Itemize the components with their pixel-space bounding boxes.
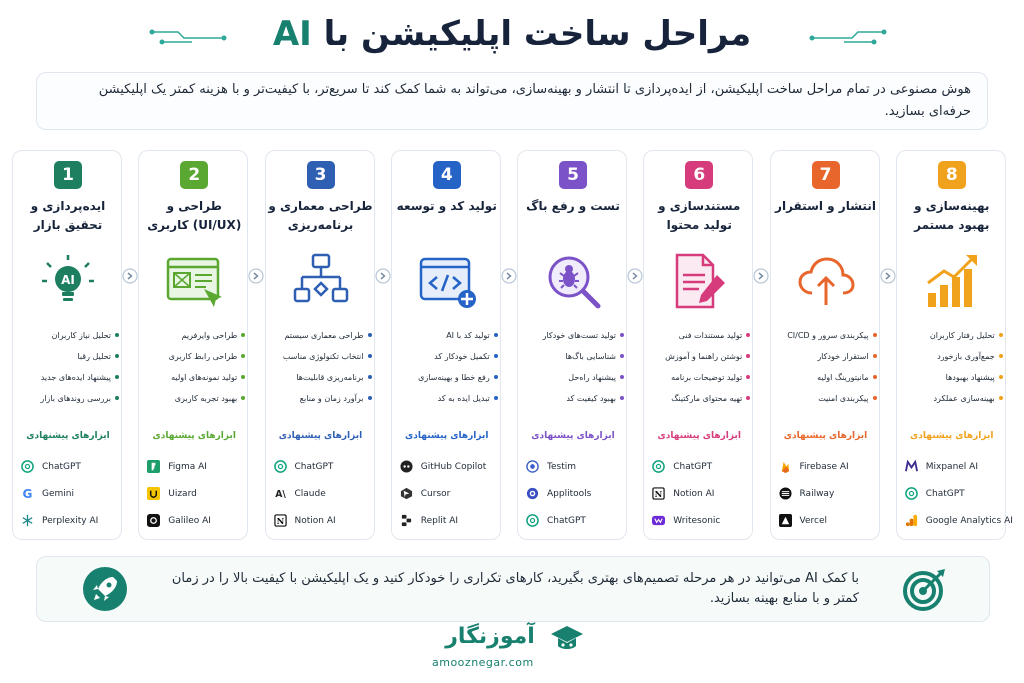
- tool-name: Gemini: [42, 488, 74, 499]
- tool-name: Writesonic: [673, 515, 721, 526]
- rocket-icon: [83, 567, 127, 611]
- step-bullet-list: [648, 325, 750, 409]
- tool-item[interactable]: [526, 453, 626, 480]
- tool-list: [652, 453, 752, 534]
- tool-name: Uizard: [168, 488, 197, 499]
- tool-item[interactable]: [652, 507, 752, 534]
- step-card-8: [896, 150, 1013, 540]
- mixpanel-icon: [905, 460, 918, 473]
- tool-item[interactable]: [21, 453, 121, 480]
- railway-icon: [779, 487, 792, 500]
- chatgpt-icon: [21, 460, 34, 473]
- step-bullet: تحلیل رقبا: [17, 346, 119, 367]
- tool-item[interactable]: [21, 507, 121, 534]
- step-bullet: تبدیل ایده به کد: [396, 388, 498, 409]
- step-bullet-list: [143, 325, 245, 409]
- tool-list: [526, 453, 626, 534]
- tool-item[interactable]: [905, 453, 1005, 480]
- step-bullet: بهبود کیفیت کد: [522, 388, 624, 409]
- tools-heading: ابزارهای پیشنهادی: [910, 431, 994, 441]
- step-card-1: [12, 150, 122, 540]
- step-bullet: بهبود تجربه کاربری: [143, 388, 245, 409]
- step-connector-arrow-icon: [122, 268, 138, 284]
- step-card-6: [643, 150, 753, 540]
- tools-heading: ابزارهای پیشنهادی: [531, 431, 615, 441]
- figma-icon: [147, 460, 160, 473]
- tools-heading: ابزارهای پیشنهادی: [783, 431, 868, 441]
- tool-name: ChatGPT: [294, 461, 334, 472]
- intro-text: هوش مصنوعی در تمام مراحل ساخت اپلیکیشن، از ایده‌پردازی تا انتشار و بهینه‌سازی، می‌تواند به شما کمک کند تا سریع‌تر، با کیفیت‌تر و با هزینه کمتر یک اپلیکیشن حرفه‌ای بسازید.: [98, 82, 971, 119]
- tool-item[interactable]: [400, 453, 500, 480]
- footer-box: [36, 556, 990, 622]
- target-arrow-icon: [901, 565, 949, 613]
- step-number-badge: 2: [180, 161, 208, 189]
- tools-heading: ابزارهای پیشنهادی: [26, 431, 110, 441]
- tool-item[interactable]: [147, 480, 247, 507]
- step-title: ایده‌پردازی و تحقیق بازار: [30, 199, 106, 232]
- step-bullet: طراحی وایرفریم: [143, 325, 245, 346]
- tools-heading: ابزارهای پیشنهادی: [657, 431, 741, 441]
- tool-item[interactable]: [21, 480, 121, 507]
- svg-text:AI: AI: [61, 273, 75, 287]
- tool-name: Notion AI: [673, 488, 715, 499]
- step-card-3: [265, 150, 375, 540]
- google-analytics-icon: [905, 514, 918, 527]
- tool-name: Galileo AI: [168, 515, 211, 526]
- tool-name: Notion AI: [294, 515, 336, 526]
- growth-chart-icon: [922, 251, 982, 311]
- step-number-badge: 6: [685, 161, 713, 189]
- step-bullet: تهیه محتوای مارکتینگ: [648, 388, 750, 409]
- tool-name: Cursor: [420, 488, 451, 499]
- step-bullet-list: [270, 325, 372, 409]
- tool-item[interactable]: [905, 507, 1013, 534]
- step-bullet: بررسی روندهای بازار: [17, 388, 119, 409]
- cloud-upload-icon: [796, 251, 856, 311]
- step-bullet: طراحی رابط کاربری: [143, 346, 245, 367]
- document-pen-icon: [669, 251, 729, 311]
- step-connector-arrow-icon: [375, 268, 391, 284]
- tool-list: [147, 453, 247, 534]
- wireframe-design-icon: [164, 251, 224, 311]
- tool-name: ChatGPT: [673, 461, 713, 472]
- tool-list: [400, 453, 500, 534]
- applitools-icon: [526, 487, 539, 500]
- tool-name: Perplexity AI: [42, 515, 99, 526]
- chatgpt-icon: [274, 460, 287, 473]
- svg-text:N: N: [654, 489, 663, 500]
- step-card-4: [391, 150, 501, 540]
- svg-text:A\: A\: [274, 489, 286, 500]
- notion-icon: [274, 514, 287, 527]
- circuit-decoration-right-icon: [808, 26, 888, 46]
- tool-name: Firebase AI: [799, 461, 849, 472]
- tools-heading: ابزارهای پیشنهادی: [152, 431, 236, 441]
- tool-name: ChatGPT: [925, 488, 965, 499]
- step-bullet: انتخاب تکنولوژی مناسب: [270, 346, 372, 367]
- step-bullet: طراحی معماری سیستم: [270, 325, 372, 346]
- logo-text: آموزنگار: [445, 624, 535, 649]
- intro-box: [36, 72, 988, 130]
- step-bullet: پیشنهاد ایده‌های جدید: [17, 367, 119, 388]
- galileo-icon: [147, 514, 160, 527]
- step-bullet: استقرار خودکار: [775, 346, 877, 367]
- tool-name: Claude: [294, 488, 326, 499]
- tool-item[interactable]: [779, 507, 879, 534]
- tool-name: Google Analytics AI: [925, 515, 1013, 526]
- step-bullet: بهینه‌سازی عملکرد: [901, 388, 1003, 409]
- tool-name: GitHub Copilot: [420, 461, 487, 472]
- step-connector-arrow-icon: [248, 268, 264, 284]
- tool-name: Applitools: [547, 488, 592, 499]
- title-ai: AI: [272, 14, 312, 54]
- svg-text:G: G: [22, 487, 33, 500]
- tool-item[interactable]: [274, 480, 374, 507]
- svg-text:N: N: [276, 516, 284, 527]
- step-bullet: تولید توضیحات برنامه: [648, 367, 750, 388]
- step-bullet-list: [17, 325, 119, 409]
- lightbulb-ai-icon: [38, 251, 98, 311]
- step-number-badge: 1: [54, 161, 82, 189]
- tool-name: ChatGPT: [42, 461, 81, 472]
- step-bullet: پیکربندی سرور و CI/CD: [775, 325, 877, 346]
- gemini-icon: [21, 487, 34, 500]
- tool-name: Vercel: [799, 515, 827, 526]
- tool-item[interactable]: [905, 480, 1005, 507]
- brand-logo[interactable]: [432, 624, 592, 680]
- step-bullet-list: [522, 325, 624, 409]
- tool-item[interactable]: [526, 507, 626, 534]
- tool-item[interactable]: [526, 480, 626, 507]
- github-copilot-icon: [400, 460, 413, 473]
- tool-list: [274, 453, 374, 534]
- testim-icon: [526, 460, 539, 473]
- step-title: بهینه‌سازی و بهبود مستمر: [914, 199, 990, 232]
- step-bullet: تولید مستندات فنی: [648, 325, 750, 346]
- step-title: طراحی معماری و برنامه‌ریزی: [268, 199, 373, 232]
- step-connector-arrow-icon: [880, 268, 896, 284]
- tool-item[interactable]: [400, 507, 500, 534]
- tool-list: [21, 453, 121, 534]
- step-number-badge: 8: [938, 161, 966, 189]
- tool-name: ChatGPT: [547, 515, 586, 526]
- footer-text: با کمک AI می‌توانید در هر مرحله تصمیم‌های بهتری بگیرید، کارهای تکراری را خودکار کنید و یک اپلیکیشن با کیفیت بالا را در زمان کمتر و با منابع بهینه بسازید.: [171, 571, 859, 606]
- step-bullet: تولید نمونه‌های اولیه: [143, 367, 245, 388]
- step-connector-arrow-icon: [627, 268, 643, 284]
- tool-name: Railway: [799, 488, 835, 499]
- graduation-cap-icon: [550, 624, 584, 654]
- step-bullet: پیشنهاد بهبودها: [901, 367, 1003, 388]
- step-bullet: تولید کد با AI: [396, 325, 498, 346]
- perplexity-icon: [21, 514, 34, 527]
- step-title: انتشار و استقرار: [775, 199, 876, 213]
- step-bullet: برنامه‌ریزی قابلیت‌ها: [270, 367, 372, 388]
- chatgpt-icon: [652, 460, 665, 473]
- step-card-2: [138, 150, 248, 540]
- tool-name: Mixpanel AI: [925, 461, 978, 472]
- step-title: تست و رفع باگ: [526, 199, 620, 213]
- code-window-icon: [417, 251, 477, 311]
- tool-item[interactable]: [147, 507, 247, 534]
- writesonic-icon: [652, 514, 665, 527]
- step-bullet: تکمیل خودکار کد: [396, 346, 498, 367]
- step-bullet: تولید تست‌های خودکار: [522, 325, 624, 346]
- vercel-icon: [779, 514, 792, 527]
- tool-item[interactable]: [779, 480, 879, 507]
- tool-name: Testim: [547, 461, 576, 472]
- bug-magnifier-icon: [543, 251, 603, 311]
- step-card-5: [517, 150, 627, 540]
- steps-row: [12, 150, 1012, 542]
- logo-url: amooznegar.com: [432, 656, 534, 669]
- step-number-badge: 4: [433, 161, 461, 189]
- tool-item[interactable]: [274, 507, 374, 534]
- tool-item[interactable]: [147, 453, 247, 480]
- step-bullet: رفع خطا و بهینه‌سازی: [396, 367, 498, 388]
- step-bullet: تحلیل نیاز کاربران: [17, 325, 119, 346]
- chatgpt-icon: [526, 514, 539, 527]
- step-bullet: برآورد زمان و منابع: [270, 388, 372, 409]
- tool-item[interactable]: [274, 453, 374, 480]
- notion-icon: [652, 487, 665, 500]
- tool-name: Replit AI: [420, 515, 459, 526]
- replit-icon: [400, 514, 413, 527]
- step-number-badge: 3: [307, 161, 335, 189]
- step-title: طراحی و (UI/UX) کاربری: [147, 199, 242, 232]
- claude-icon: [274, 487, 287, 500]
- tool-item[interactable]: [400, 480, 500, 507]
- tool-list: [779, 453, 879, 534]
- step-bullet-list: [396, 325, 498, 409]
- step-card-7: [770, 150, 880, 540]
- step-title: تولید کد و توسعه: [396, 199, 497, 213]
- step-title: مستندسازی و تولید محتوا: [658, 199, 741, 232]
- tool-list: [905, 453, 1013, 534]
- tool-item[interactable]: [652, 480, 752, 507]
- step-connector-arrow-icon: [753, 268, 769, 284]
- tool-name: Figma AI: [168, 461, 207, 472]
- cursor-icon: [400, 487, 413, 500]
- title-main: مراحل ساخت اپلیکیشن با: [323, 14, 752, 54]
- step-bullet-list: [775, 325, 877, 409]
- step-bullet: مانیتورینگ اولیه: [775, 367, 877, 388]
- step-bullet: پیشنهاد راه‌حل: [522, 367, 624, 388]
- firebase-icon: [779, 460, 792, 473]
- uizard-icon: [147, 487, 160, 500]
- step-bullet: نوشتن راهنما و آموزش: [648, 346, 750, 367]
- tools-heading: ابزارهای پیشنهادی: [278, 431, 363, 441]
- tool-item[interactable]: [779, 453, 879, 480]
- step-bullet-list: [901, 325, 1003, 409]
- step-bullet: شناسایی باگ‌ها: [522, 346, 624, 367]
- step-bullet: پیکربندی امنیت: [775, 388, 877, 409]
- step-number-badge: 5: [559, 161, 587, 189]
- tools-heading: ابزارهای پیشنهادی: [405, 431, 489, 441]
- tool-item[interactable]: [652, 453, 752, 480]
- step-number-badge: 7: [812, 161, 840, 189]
- step-bullet: تحلیل رفتار کاربران: [901, 325, 1003, 346]
- step-bullet: جمع‌آوری بازخورد: [901, 346, 1003, 367]
- architecture-flow-icon: [291, 251, 351, 311]
- step-connector-arrow-icon: [501, 268, 517, 284]
- chatgpt-icon: [905, 487, 918, 500]
